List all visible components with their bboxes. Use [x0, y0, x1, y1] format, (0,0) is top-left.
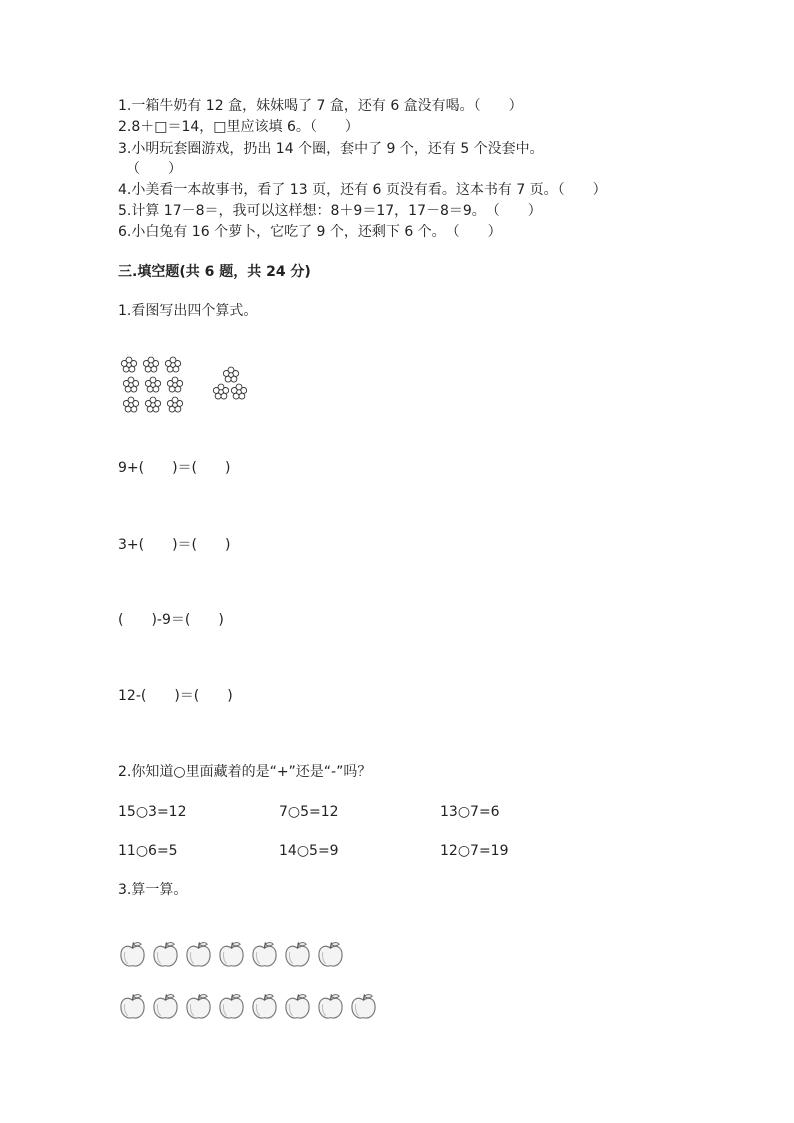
q2-cell: 13○7=6 [440, 804, 500, 820]
apple-icon [118, 992, 147, 1022]
judge-item-4: 4.小美看一本故事书，看了 13 页，还有 6 页没有看。这本书有 7 页。（ ） [118, 182, 607, 198]
q1-equation-3: ( )-9＝( ) [118, 612, 224, 628]
flower-icon [122, 396, 140, 414]
apple-icon [250, 992, 279, 1022]
flower-group-right [210, 366, 250, 406]
apple-icon [151, 992, 180, 1022]
flower-icon [230, 383, 248, 401]
apple-icon [118, 940, 147, 970]
q2-prompt: 2.你知道○里面藏着的是“+”还是“-”吗？ [118, 764, 372, 780]
judge-item-1: 1.一箱牛奶有 12 盒，妹妹喝了 7 盒，还有 6 盒没有喝。（ ） [118, 98, 523, 114]
q2-cell: 12○7=19 [440, 843, 509, 859]
flower-icon [144, 396, 162, 414]
flower-group-left [120, 356, 190, 418]
apple-row-1 [118, 940, 345, 970]
judge-item-2: 2.8＋□＝14，□里应该填 6。（ ） [118, 119, 359, 135]
judge-item-5: 5.计算 17－8＝，我可以这样想：8＋9＝17，17－8＝9。 （ ） [118, 203, 542, 219]
q2-cell: 7○5=12 [279, 804, 339, 820]
apple-icon [316, 992, 345, 1022]
q1-prompt: 1.看图写出四个算式。 [118, 303, 258, 319]
apple-icon [250, 940, 279, 970]
q3-prompt: 3.算一算。 [118, 882, 188, 898]
flower-icon [212, 383, 230, 401]
judge-item-3-answer: （ ） [126, 161, 182, 177]
apple-row-2 [118, 992, 378, 1022]
judge-item-3: 3.小明玩套圈游戏，扔出 14 个圈，套中了 9 个，还有 5 个没套中。 [118, 141, 544, 157]
apple-icon [217, 992, 246, 1022]
apple-icon [349, 992, 378, 1022]
flower-icon [142, 356, 160, 374]
apple-icon [184, 992, 213, 1022]
apple-icon [151, 940, 180, 970]
apple-icon [217, 940, 246, 970]
apple-icon [184, 940, 213, 970]
q2-cell: 14○5=9 [279, 843, 339, 859]
apple-icon [283, 940, 312, 970]
flower-icon [166, 396, 184, 414]
flower-icon [166, 376, 184, 394]
flower-icon [164, 356, 182, 374]
q2-cell: 15○3=12 [118, 804, 187, 820]
flower-icon [144, 376, 162, 394]
q2-cell: 11○6=5 [118, 843, 178, 859]
apple-icon [316, 940, 345, 970]
flower-icon [120, 356, 138, 374]
flower-icon [222, 366, 240, 384]
q1-equation-4: 12-( )＝( ) [118, 688, 233, 704]
judge-item-6: 6.小白兔有 16 个萝卜，它吃了 9 个，还剩下 6 个。 （ ） [118, 224, 502, 240]
q1-equation-1: 9+( )＝( ) [118, 460, 231, 476]
flower-icon [122, 376, 140, 394]
apple-icon [283, 992, 312, 1022]
q1-equation-2: 3+( )＝( ) [118, 537, 231, 553]
section-heading: 三.填空题(共 6 题，共 24 分) [118, 264, 311, 280]
